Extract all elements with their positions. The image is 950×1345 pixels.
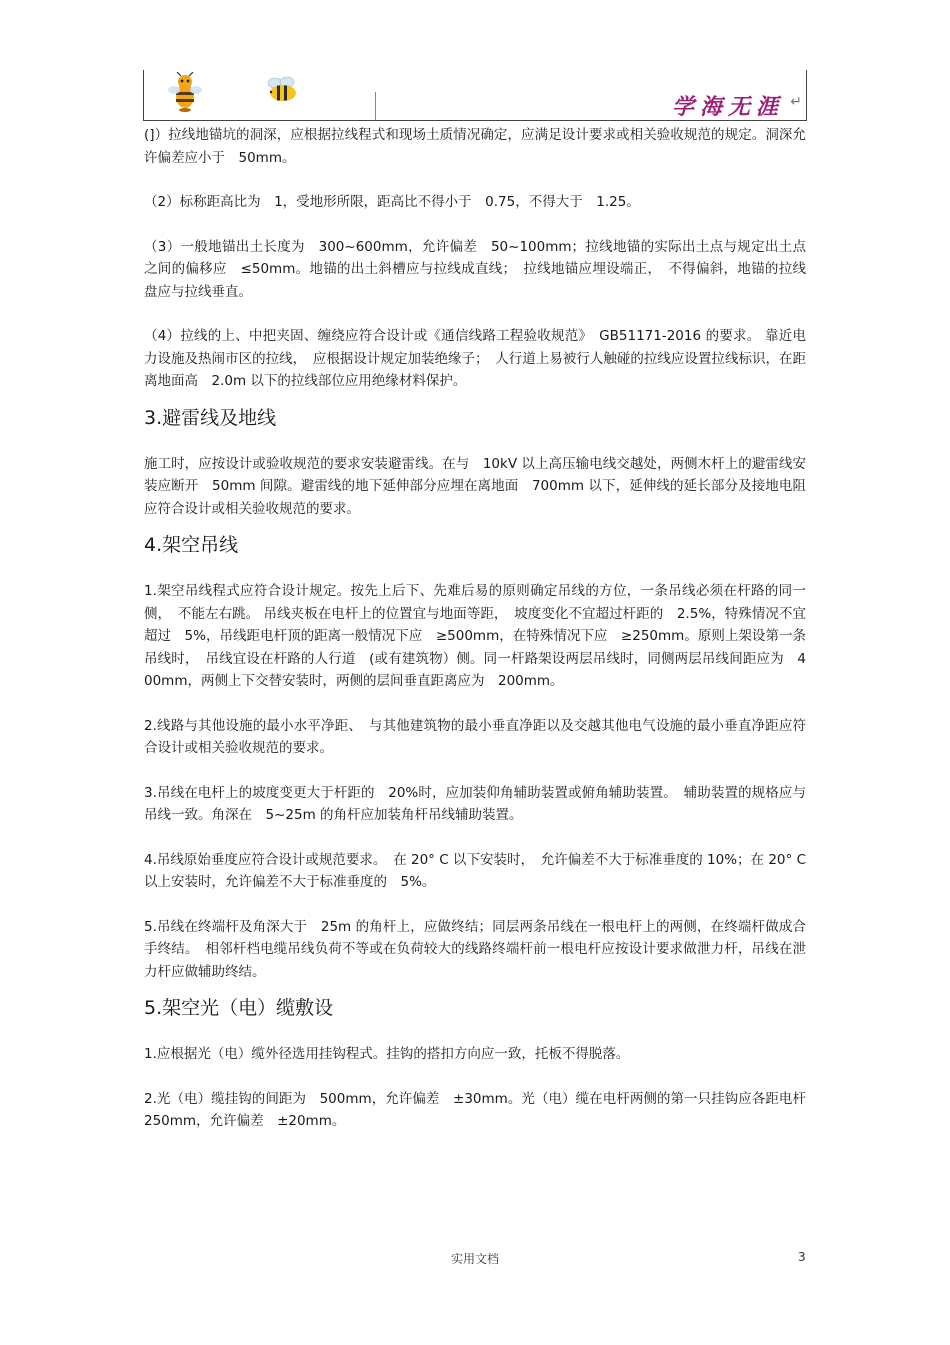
document-body: [144, 124, 820, 1133]
paragraph: 5.吊线在终端杆及角深大于 25m 的角杆上，应做终结；同层两条吊线在一根电杆上的两侧，在终端杆做成合手终结。 相邻杆档电缆吊线负荷不等或在负荷较大的线路终端杆前一根电杆应按设计要求做泄力杆，吊线在泄力杆应做辅助终结。: [144, 918, 806, 980]
bee-icon: [265, 76, 301, 104]
bee-mascot-icon: [165, 72, 207, 114]
paragraph: 3.吊线在电杆上的坡度变更大于杆距的 20%时，应加装仰角辅助装置或俯角辅助装置。 辅助装置的规格应与吊线一致。角深在 5~25m 的角杆应加装角杆吊线辅助装置。: [144, 784, 806, 823]
section-heading: 3.避雷线及地线: [144, 406, 277, 429]
footer-label: 实用文档: [450, 1252, 499, 1266]
section-heading: 5.架空光（电）缆敷设: [144, 997, 334, 1019]
paragraph: 1.应根据光（电）缆外径选用挂钩程式。挂钩的搭扣方向应一致，托板不得脱落。: [144, 1046, 630, 1062]
paragraph: 2.光（电）缆挂钩的间距为 500mm，允许偏差 ±30mm。光（电）缆在电杆两侧的第一只挂钩应各距电杆 250mm，允许偏差 ±20mm。: [144, 1090, 820, 1129]
header-slogan: 学海无涯: [671, 94, 784, 120]
header-divider: [375, 92, 376, 120]
paragraph: （2）标称距高比为 1，受地形所限，距高比不得小于 0.75，不得大于 1.25。: [144, 194, 640, 210]
page-number: 3: [798, 1250, 806, 1264]
paragraph: 1.架空吊线程式应符合设计规定。按先上后下、先难后易的原则确定吊线的方位，一条吊线必须在杆路的同一侧， 不能左右跳。 吊线夹板在电杆上的位置宜与地面等距， 坡度变化不宜超过杆距的 2.5%，特殊情况不宜超过 5%，吊线距电杆顶的距离一般情况下应 ≥500mm，在特殊情况下应 ≥250mm。原则上架设第一条吊线时， 吊线宜设在杆路的人行道 (或有建筑物）侧。同一杆路架设两层吊线时，同侧两层吊线间距应为 400mm，两侧上下交替安装时，两侧的层间垂直距离应为 200mm。: [144, 583, 806, 689]
return-mark: ↵: [790, 94, 802, 110]
section-heading: 4.架空吊线: [144, 534, 239, 556]
paragraph: (]）拉线地锚坑的洞深，应根据拉线程式和现场土质情况确定，应满足设计要求或相关验收规范的规定。洞深允许偏差应小于 50mm。: [144, 127, 806, 166]
paragraph: （4）拉线的上、中把夹固、缠绕应符合设计或《通信线路工程验收规范》 GB51171-2016 的要求。 靠近电力设施及热闹市区的拉线， 应根据设计规定加装绝缘子； 人行道上易被行人触碰的拉线应设置拉线标识，在距离地面高 2.0m 以下的拉线部位应用绝缘材料保护。: [144, 328, 806, 389]
paragraph: 2.线路与其他设施的最小水平净距、 与其他建筑物的最小垂直净距以及交越其他电气设施的最小垂直净距应符合设计或相关验收规范的要求。: [144, 717, 806, 756]
paragraph: （3）一般地锚出土长度为 300~600mm，允许偏差 50~100mm；拉线地锚的实际出土点与规定出土点之间的偏移应 ≤50mm。地锚的出土斜槽应与拉线成直线； 拉线地锚应埋设端正， 不得偏斜，地锚的拉线盘应与拉线垂直。: [144, 238, 806, 300]
paragraph: 施工时，应按设计或验收规范的要求安装避雷线。在与 10kV 以上高压输电线交越处，两侧木杆上的避雷线安装应断开 50mm 间隙。避雷线的地下延伸部分应埋在离地面 700mm 以下，延伸线的延长部分及接地电阻应符合设计或相关验收规范的要求。: [144, 455, 806, 517]
paragraph: 4.吊线原始垂度应符合设计或规范要求。 在 20° C 以下安装时， 允许偏差不大于标准垂度的 10%；在 20° C 以上安装时，允许偏差不大于标准垂度的 5%。: [144, 851, 806, 890]
page-header: [143, 70, 806, 122]
